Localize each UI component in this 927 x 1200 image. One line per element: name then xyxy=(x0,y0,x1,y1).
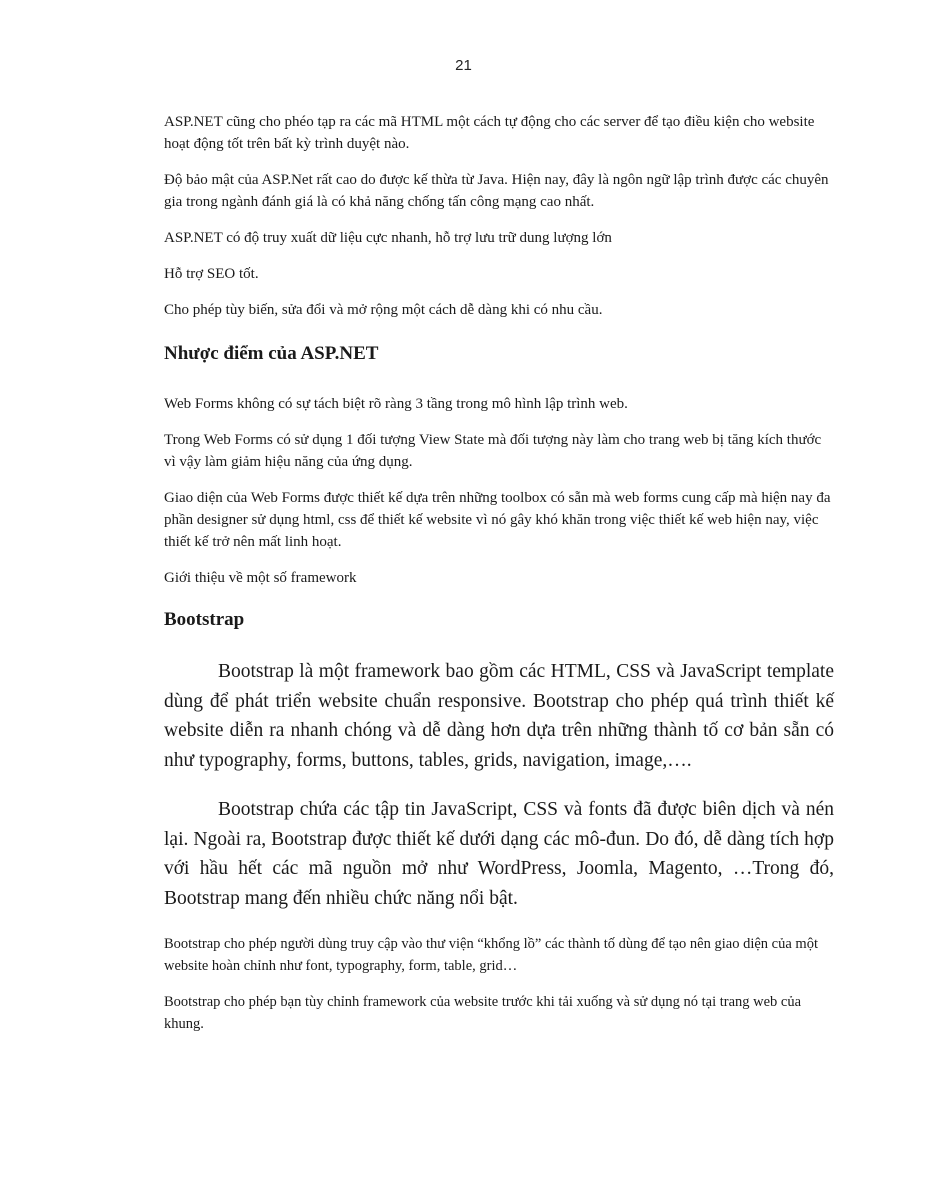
page-content xyxy=(164,111,834,1049)
bootstrap-feature: Bootstrap cho phép người dùng truy cập vào thư viện “khổng lồ” các thành tố dùng để tạo nên giao diện của một website hoàn chỉnh như font, typography, form, table, grid… xyxy=(164,936,818,974)
bootstrap-feature: Bootstrap cho phép bạn tùy chỉnh framework của website trước khi tải xuống và sử dụng nó tại trang web của khung. xyxy=(164,994,802,1032)
disadvantage-item: Giao diện của Web Forms được thiết kế dựa trên những toolbox có sẵn mà web forms cung cấp mà hiện nay đa phần designer sử dụng html, css để thiết kế website vì nó gây khó khăn trong việc thiết kế web hiện nay, việc thiết kế trở nên mất linh hoạt. xyxy=(164,490,831,550)
advantage-item: Độ bảo mật của ASP.Net rất cao do được kế thừa từ Java. Hiện nay, đây là ngôn ngữ lập trình được các chuyên gia trong ngành đánh giá là có khả năng chống tấn công mạng cao nhất. xyxy=(164,172,829,210)
advantage-item: Hỗ trợ SEO tốt. xyxy=(164,266,259,282)
bootstrap-paragraph: Bootstrap là một framework bao gồm các HTML, CSS và JavaScript template dùng để phát triển website chuẩn responsive. Bootstrap cho phép quá trình thiết kế website diễn ra nhanh chóng và dễ dàng hơn dựa trên những thành tố cơ bản sẵn có như typography, forms, buttons, tables, grids, navigation, image,…. xyxy=(164,661,834,771)
advantage-item: Cho phép tùy biến, sửa đổi và mở rộng một cách dễ dàng khi có nhu cầu. xyxy=(164,302,603,318)
disadvantage-item: Web Forms không có sự tách biệt rõ ràng 3 tầng trong mô hình lập trình web. xyxy=(164,396,628,412)
advantage-item: ASP.NET có độ truy xuất dữ liệu cực nhanh, hỗ trợ lưu trữ dung lượng lớn xyxy=(164,230,612,246)
page-number: 21 xyxy=(455,57,472,74)
advantage-item: ASP.NET cũng cho phéo tạp ra các mã HTML một cách tự động cho các server để tạo điều kiện cho website hoạt động tốt trên bất kỳ trình duyệt nào. xyxy=(164,114,815,152)
disadvantage-item: Trong Web Forms có sử dụng 1 đối tượng View State mà đối tượng này làm cho trang web bị tăng kích thước vì vậy làm giảm hiệu năng của ứng dụng. xyxy=(164,432,822,470)
framework-intro: Giới thiệu về một số framework xyxy=(164,570,357,586)
bootstrap-paragraph: Bootstrap chứa các tập tin JavaScript, CSS và fonts đã được biên dịch và nén lại. Ngoài ra, Bootstrap được thiết kế dưới dạng các mô-đun. Do đó, dễ dàng tích hợp với hầu hết các mã nguồn mở như WordPress, Joomla, Magento, …Trong đó, Bootstrap mang đến nhiều chức năng nổi bật. xyxy=(164,799,834,909)
disadvantages-heading: Nhược điểm của ASP.NET xyxy=(164,343,379,364)
bootstrap-heading: Bootstrap xyxy=(164,609,245,630)
